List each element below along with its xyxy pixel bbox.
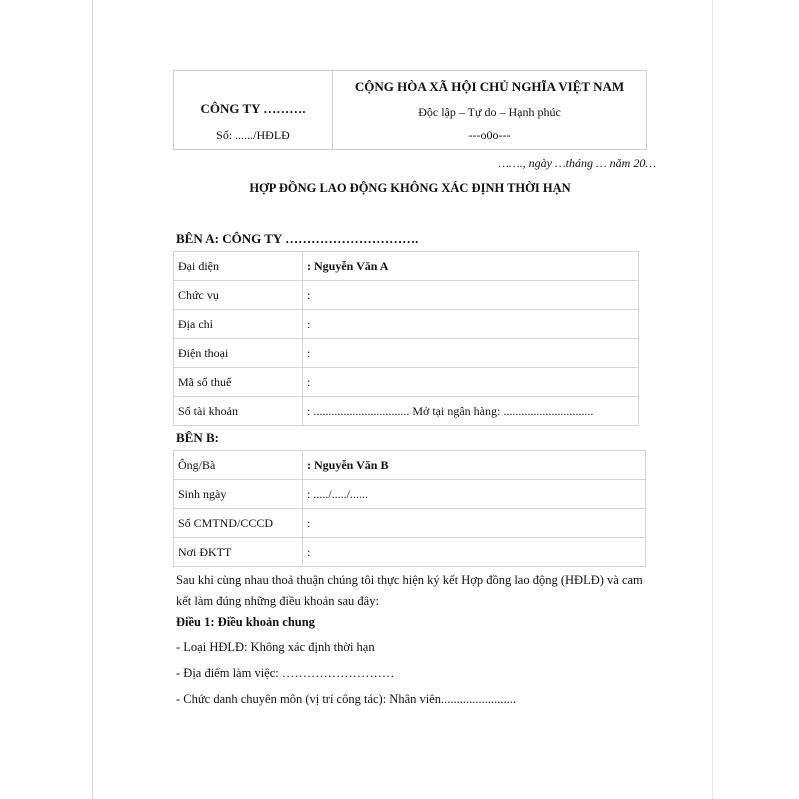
header-separator: ---o0o--- [468,128,511,142]
field-value: : [303,310,639,339]
header-left-cell [174,71,333,149]
field-label: Đại diện [174,252,303,281]
table-row [174,480,646,509]
field-label: Nơi ĐKTT [174,538,303,567]
nation-motto: Độc lập – Tự do – Hạnh phúc [418,105,561,119]
party-a-heading: BÊN A: CÔNG TY …………………………. [176,231,419,246]
clause-1-title: Điều 1: Điều khoản chung [176,615,315,629]
company-name: CÔNG TY ………. [200,101,306,116]
table-row [174,339,639,368]
field-value [303,451,646,480]
document-title: HỢP ĐỒNG LAO ĐỘNG KHÔNG XÁC ĐỊNH THỜI HẠN [249,181,571,195]
party-a-table [173,251,639,426]
field-label: Chức vụ [174,281,303,310]
field-value: : [303,538,646,567]
field-value: : [303,281,639,310]
document-number: Số: ....../HĐLĐ [216,128,290,142]
clause-1-item: - Loại HĐLĐ: Không xác định thời hạn [176,640,375,654]
party-b-table [173,450,646,567]
field-label: Điện thoại [174,339,303,368]
table-row [174,451,646,480]
intro-paragraph: Sau khi cùng nhau thoả thuận chúng tôi thực hiện ký kết Hợp đồng lao động (HĐLĐ) và cam kết làm đúng những điều khoản sau đây: [176,573,643,608]
page-left-edge [92,0,93,799]
table-row [174,509,646,538]
field-value [303,252,639,281]
date-line: ……., ngày …tháng … năm 20… [498,156,656,170]
table-row [174,281,639,310]
field-label: Số tài khoản [174,397,303,426]
field-value: : [303,339,639,368]
field-label: Số CMTND/CCCD [174,509,303,538]
table-row [174,397,639,426]
field-label: Mã số thuế [174,368,303,397]
page-right-edge [712,0,713,799]
field-label: Sinh ngày [174,480,303,509]
header-table [173,70,647,150]
header-right-cell [333,71,646,149]
table-row [174,538,646,567]
table-row [174,252,639,281]
party-b-heading: BÊN B: [176,430,219,445]
clause-1-item: - Địa điểm làm việc: ……………………… [176,666,395,680]
field-label: Ông/Bà [174,451,303,480]
field-value: : ................................ Mở tại ngân hàng: .............................. [303,397,639,426]
table-row [174,310,639,339]
field-value-text: : Nguyễn Văn B [307,457,389,472]
field-label: Địa chỉ [174,310,303,339]
clause-1-item: - Chức danh chuyên môn (vị trí công tác): Nhân viên........................ [176,692,517,706]
field-value: : [303,509,646,538]
field-value: : [303,368,639,397]
field-value-text: : Nguyễn Văn A [307,258,389,273]
field-value: : ...../...../...... [303,480,646,509]
nation-title: CỘNG HÒA XÃ HỘI CHỦ NGHĨA VIỆT NAM [354,79,625,94]
table-row [174,368,639,397]
